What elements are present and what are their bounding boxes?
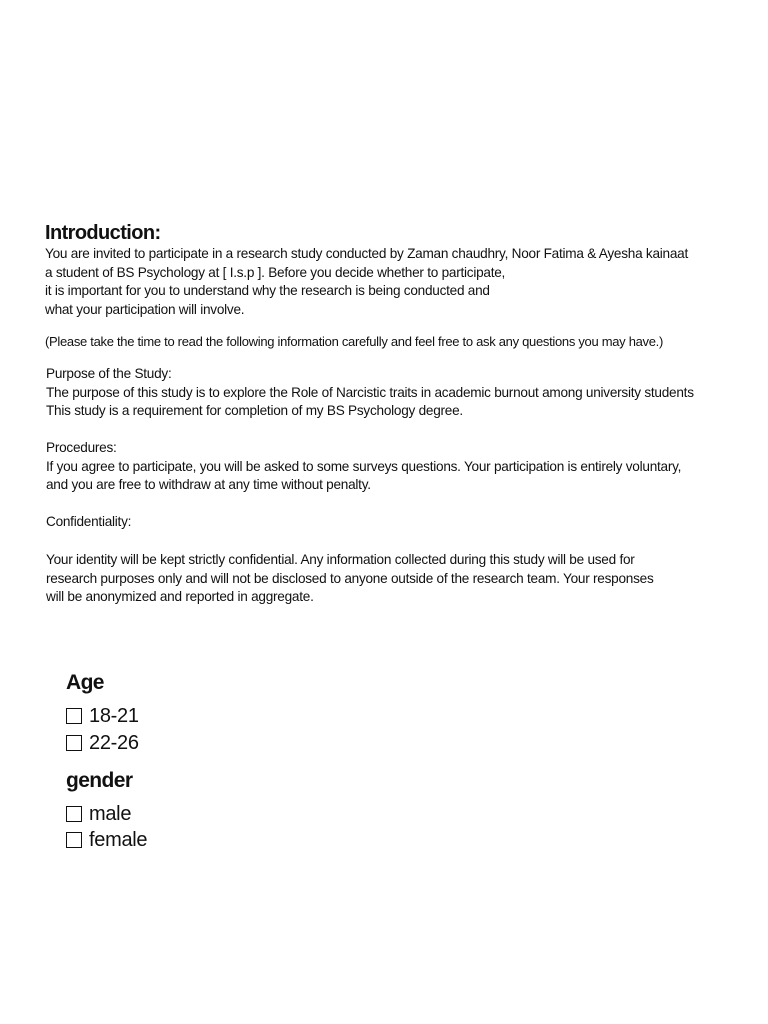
gender-option-label: female (89, 829, 148, 851)
male-checkbox[interactable] (66, 806, 82, 822)
procedures-section: Procedures: If you agree to participate, you will be asked to some surveys questions. Your participation is entirely voluntary, and you are free to withdraw at any time without penalty. (46, 440, 682, 493)
gender-label: gender (66, 769, 133, 792)
age-label: Age (66, 671, 104, 694)
gender-option-label: male (89, 803, 132, 825)
purpose-section: Purpose of the Study: The purpose of this study is to explore the Role of Narcistic traits in academic burnout among university students This study is a requirement for completion of my BS Psychology degree. (46, 366, 694, 419)
age-option-22-26[interactable] (66, 731, 139, 755)
reading-note: (Please take the time to read the following information carefully and feel free to ask any questions you may have.) (45, 334, 664, 349)
gender-option-male[interactable] (66, 802, 131, 826)
age-18-21-checkbox[interactable] (66, 708, 82, 724)
confidentiality-paragraph: Your identity will be kept strictly confidential. Any information collected during this study will be used for research purposes only and will not be disclosed to anyone outside of the research team. Your responses will be anonymized and reported in aggregate. (46, 552, 654, 605)
introduction-heading: Introduction: (45, 222, 161, 244)
age-option-label: 18-21 (89, 705, 139, 727)
age-22-26-checkbox[interactable] (66, 735, 82, 751)
age-option-18-21[interactable] (66, 704, 139, 728)
gender-option-female[interactable] (66, 828, 147, 852)
female-checkbox[interactable] (66, 832, 82, 848)
age-option-label: 22-26 (89, 732, 139, 754)
introduction-paragraph: You are invited to participate in a research study conducted by Zaman chaudhry, Noor Fatima & Ayesha kainaat a student of BS Psychology at [ I.s.p ]. Before you decide whether to participate, it is important for you to understand why the research is being conducted and what your participation will involve. (45, 246, 689, 318)
confidentiality-title: Confidentiality: (46, 514, 132, 529)
